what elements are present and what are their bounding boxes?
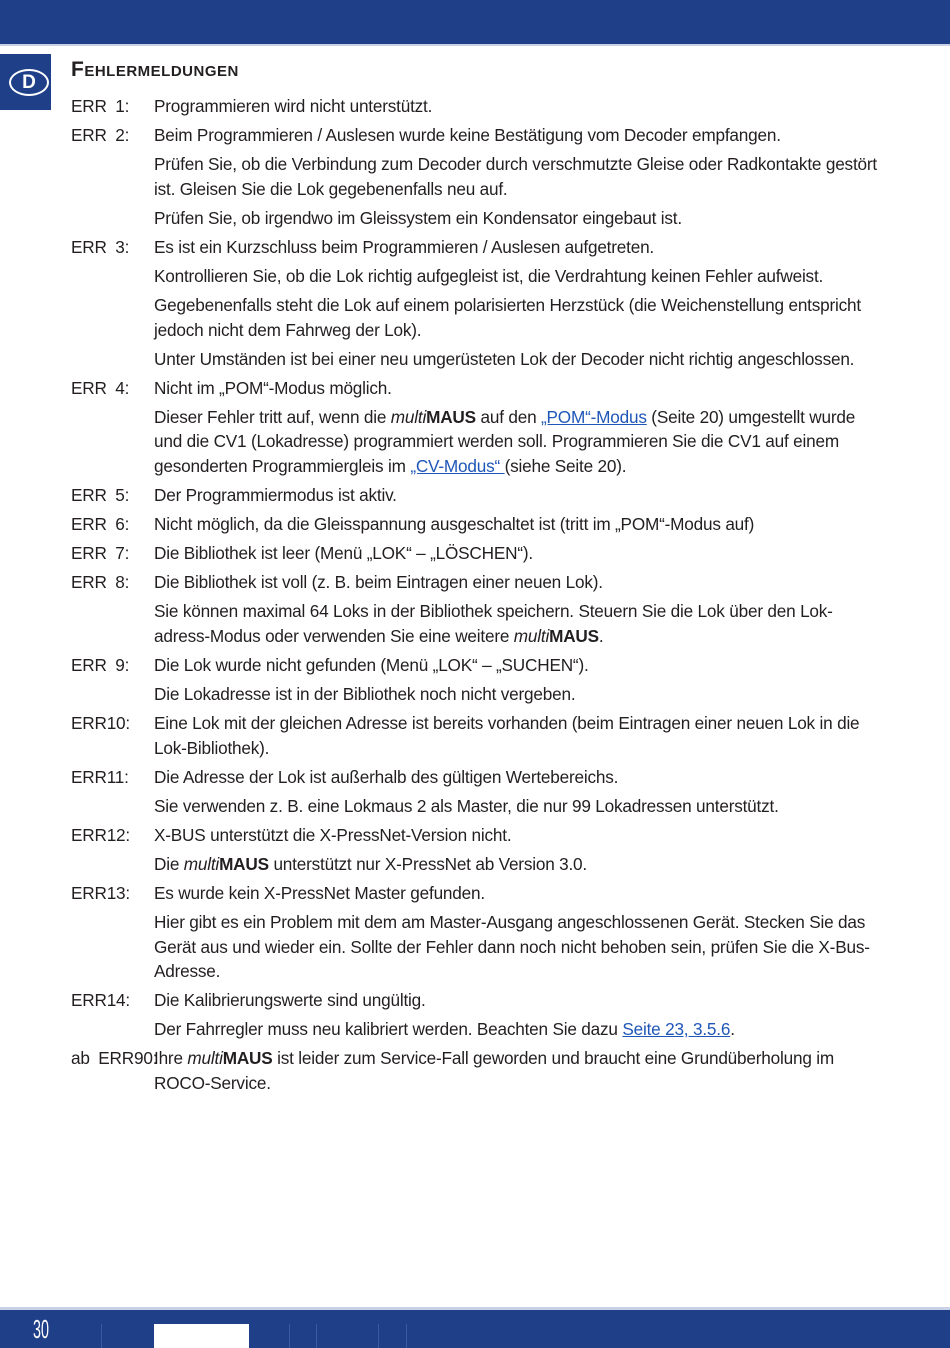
error-code: ERR10: [71, 713, 130, 734]
error-description: Prüfen Sie, ob die Verbindung zum Decoder durch verschmutzte Gleise oder Radkontakte gestört ist. Gleisen Sie die Lok gegebenenfalls neu auf. [154, 154, 877, 199]
error-description: Unter Umständen ist bei einer neu umgerüsteten Lok der Decoder nicht richtig angeschlossen. [154, 348, 855, 369]
footer-divider [406, 1324, 407, 1348]
error-description: Der Fahrregler muss neu kalibriert werden. Beachten Sie dazu Seite 23, 3.5.6. [154, 1019, 735, 1040]
error-code: ERR 7: [71, 543, 130, 564]
error-code: ERR13: [71, 883, 130, 904]
brand-name: multiMAUS [183, 853, 269, 874]
brand-name: multiMAUS [187, 1048, 273, 1069]
page-title: Fehlermeldungen [71, 58, 239, 81]
error-description: Hier gibt es ein Problem mit dem am Master-Ausgang angeschlossenen Gerät. Stecken Sie das Gerät aus und wieder ein. Sollte der Fehler dann noch nicht behoben sein, prüfen Sie die X-Bus-Adresse. [154, 912, 870, 982]
error-description: Programmieren wird nicht unterstützt. [154, 96, 433, 116]
error-code: ERR12: [71, 824, 130, 845]
error-description: Sie verwenden z. B. eine Lokmaus 2 als Master, die nur 99 Lokadressen unterstützt. [154, 795, 779, 816]
error-entry [71, 988, 883, 1042]
footer-tab-marker [154, 1324, 249, 1348]
error-entry [71, 483, 883, 508]
error-description: Die Kalibrierungswerte sind ungültig. [154, 990, 426, 1011]
error-code: ERR 9: [71, 654, 130, 675]
error-description: Die Lokadresse ist in der Bibliothek noch nicht vergeben. [154, 684, 576, 704]
error-code: ERR 3: [71, 236, 130, 257]
error-entry [71, 1046, 883, 1095]
error-entry [71, 765, 883, 819]
brand-name: multiMAUS [513, 625, 599, 646]
error-list [71, 94, 883, 1100]
error-entry [71, 512, 883, 537]
error-description: Nicht im „POM“-Modus möglich. [154, 377, 392, 398]
error-code: ERR 6: [71, 514, 130, 535]
footer-divider [289, 1324, 290, 1348]
error-entry [71, 570, 883, 648]
cross-reference-link[interactable]: Seite 23, 3.5.6 [622, 1019, 731, 1040]
error-code: ab ERR90: [71, 1048, 158, 1069]
error-description: Ihre multiMAUS ist leider zum Service-Fall geworden und braucht eine Grundüberholung im ROCO-Service. [154, 1048, 834, 1093]
error-entry [71, 94, 883, 119]
error-description: Kontrollieren Sie, ob die Lok richtig aufgegleist ist, die Verdrahtung keinen Fehler aufweist. [154, 265, 824, 286]
error-description: Die Adresse der Lok ist außerhalb des gültigen Wertebereichs. [154, 766, 619, 787]
page-number: 30 [33, 1314, 49, 1344]
error-description: Die Bibliothek ist leer (Menü „LOK“ – „LÖSCHEN“). [154, 543, 533, 564]
error-code: ERR 8: [71, 572, 130, 593]
error-code: ERR11: [71, 766, 129, 787]
error-description: Dieser Fehler tritt auf, wenn die multiMAUS auf den „POM“-Modus (Seite 20) umgestellt wurde und die CV1 (Lokadresse) programmiert werden soll. Programmieren Sie die CV1 auf einem gesonderten Programmiergleis im „CV-Modus“ (siehe Seite 20). [154, 406, 856, 476]
error-code: ERR 4: [71, 377, 130, 398]
cross-reference-link[interactable]: „POM“-Modus [541, 406, 647, 427]
error-description: Nicht möglich, da die Gleisspannung ausgeschaltet ist (tritt im „POM“-Modus auf) [154, 514, 755, 535]
error-entry [71, 376, 883, 479]
error-code: ERR 2: [71, 125, 130, 146]
error-entry [71, 653, 883, 707]
footer-divider [378, 1324, 379, 1348]
footer-divider [316, 1324, 317, 1348]
error-entry [71, 123, 883, 230]
error-description: Beim Programmieren / Auslesen wurde keine Bestätigung vom Decoder empfangen. [154, 125, 781, 146]
language-badge: D [9, 69, 49, 96]
error-description: X-BUS unterstützt die X-PressNet-Version nicht. [154, 824, 512, 845]
error-code: ERR14: [71, 990, 130, 1011]
error-entry [71, 235, 883, 371]
cross-reference-link[interactable]: „CV-Modus“ [410, 455, 505, 476]
error-description: Die multiMAUS unterstützt nur X-PressNet ab Version 3.0. [154, 853, 587, 874]
header-bar [0, 0, 950, 44]
brand-name: multiMAUS [390, 406, 476, 427]
footer-bar [0, 1310, 950, 1348]
error-description: Sie können maximal 64 Loks in der Bibliothek speichern. Steuern Sie die Lok über den Lok-adress-Modus oder verwenden Sie eine weitere multiMAUS. [154, 601, 833, 646]
error-description: Der Programmiermodus ist aktiv. [154, 484, 397, 505]
error-entry [71, 541, 883, 566]
error-entry [71, 881, 883, 984]
error-entry [71, 823, 883, 877]
error-description: Eine Lok mit der gleichen Adresse ist bereits vorhanden (beim Eintragen einer neuen Lok in die Lok-Bibliothek). [154, 713, 860, 758]
error-entry [71, 711, 883, 760]
footer-divider [101, 1324, 102, 1348]
error-description: Die Bibliothek ist voll (z. B. beim Eintragen einer neuen Lok). [154, 572, 603, 593]
error-description: Es ist ein Kurzschluss beim Programmieren / Auslesen aufgetreten. [154, 236, 654, 257]
error-code: ERR 1: [71, 96, 130, 116]
error-description: Prüfen Sie, ob irgendwo im Gleissystem ein Kondensator eingebaut ist. [154, 207, 682, 228]
header-rule [0, 44, 950, 46]
error-description: Gegebenenfalls steht die Lok auf einem polarisierten Herzstück (die Weichenstellung entspricht jedoch nicht dem Fahrweg der Lok). [154, 295, 861, 340]
language-tab [0, 54, 51, 110]
error-code: ERR 5: [71, 484, 130, 505]
error-description: Die Lok wurde nicht gefunden (Menü „LOK“ – „SUCHEN“). [154, 654, 589, 675]
error-description: Es wurde kein X-PressNet Master gefunden. [154, 883, 485, 904]
